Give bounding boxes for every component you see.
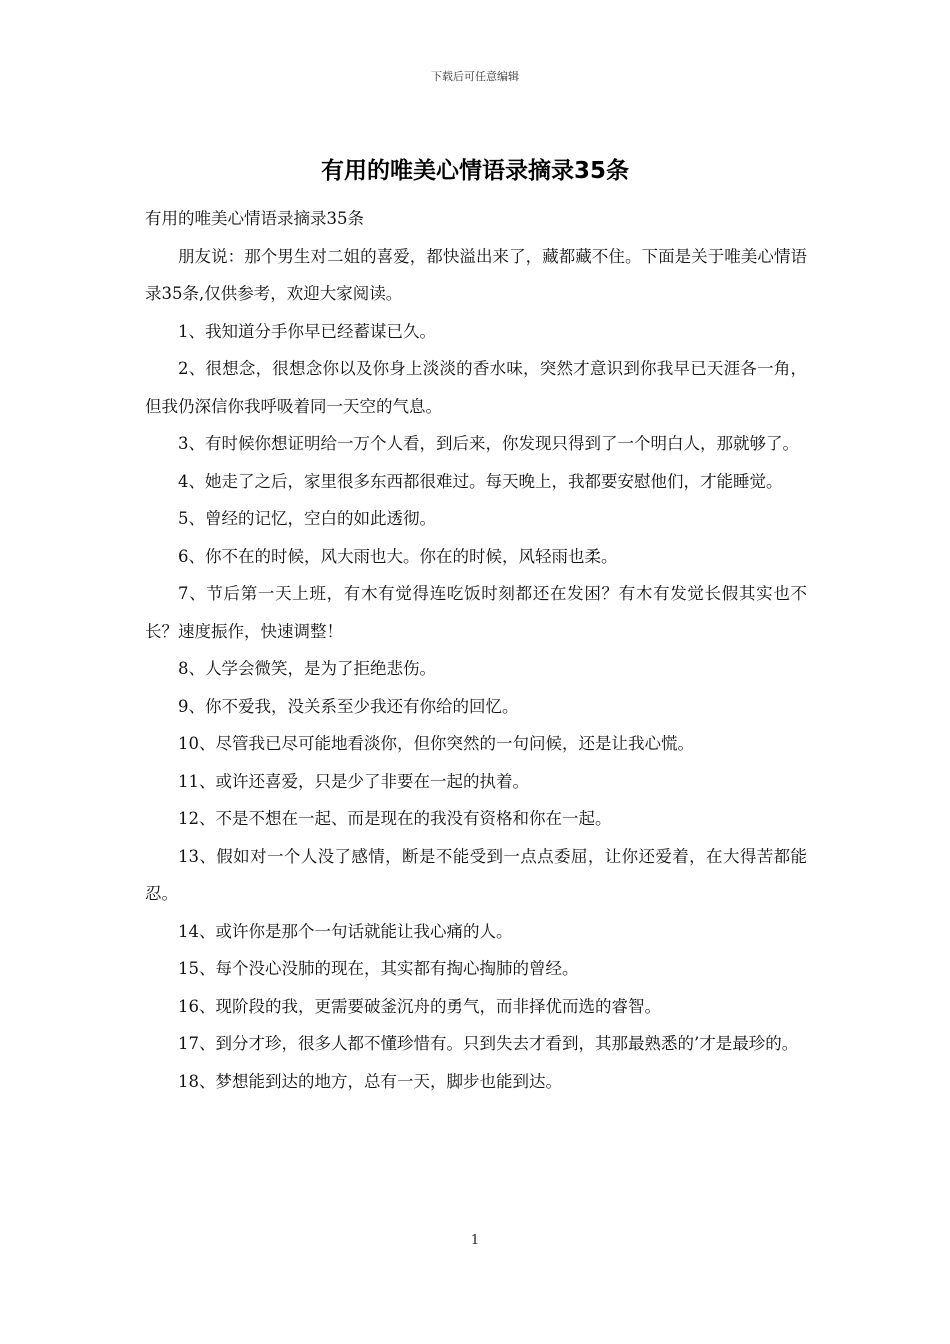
list-item: 1、我知道分手你早已经蓄谋已久。 <box>178 321 436 341</box>
list-item: 8、人学会微笑，是为了拒绝悲伤。 <box>178 659 436 678</box>
document-title: 有用的唯美心情语录摘录35条 <box>320 158 629 184</box>
list-item: 5、曾经的记忆，空白的如此透彻。 <box>178 509 436 528</box>
page-number: 1 <box>470 1233 480 1248</box>
document-body <box>145 200 807 1100</box>
list-item: 4、她走了之后，家里很多东西都很难过。每天晚上，我都要安慰他们，才能睡觉。 <box>178 471 783 491</box>
list-item: 11、或许还喜爱，只是少了非要在一起的执着。 <box>178 771 529 791</box>
list-item: 2、很想念，很想念你以及你身上淡淡的香水味，突然才意识到你我早已天涯各一角，但我仍深信你我呼吸着同一天空的气息。 <box>145 359 807 416</box>
list-item: 6、你不在的时候，风大雨也大。你在的时候，风轻雨也柔。 <box>178 546 618 566</box>
list-item: 14、或许你是那个一句话就能让我心痛的人。 <box>178 921 513 941</box>
list-item: 10、尽管我已尽可能地看淡你，但你突然的一句问候，还是让我心慌。 <box>178 734 694 753</box>
list-item: 7、节后第一天上班，有木有觉得连吃饭时刻都还在发困？有木有发觉长假其实也不长？速度振作，快速调整！ <box>145 584 807 641</box>
list-item: 16、现阶段的我，更需要破釜沉舟的勇气，而非择优而选的睿智。 <box>178 996 661 1016</box>
list-item: 3、有时候你想证明给一万个人看，到后来，你发现只得到了一个明白人，那就够了。 <box>178 434 799 453</box>
list-item: 18、梦想能到达的地方，总有一天，脚步也能到达。 <box>178 1071 562 1091</box>
header-note: 下载后可任意编辑 <box>431 70 519 83</box>
list-item: 9、你不爱我，没关系至少我还有你给的回忆。 <box>178 696 519 716</box>
list-item: 13、假如对一个人没了感情，断是不能受到一点点委屈，让你还爱着，在大得苦都能忍。 <box>145 846 807 903</box>
intro-paragraph: 朋友说：那个男生对二姐的喜爱，都快溢出来了，藏都藏不住。下面是关于唯美心情语录35条,仅供参考，欢迎大家阅读。 <box>145 246 807 303</box>
list-item: 17、到分才珍，很多人都不懂珍惜有。只到失去才看到，其那最熟悉的’才是最珍的。 <box>178 1034 799 1053</box>
list-item: 15、每个没心没肺的现在，其实都有掏心掏肺的曾经。 <box>178 959 579 978</box>
list-item: 12、不是不想在一起、而是现在的我没有资格和你在一起。 <box>178 809 612 828</box>
subtitle-line: 有用的唯美心情语录摘录35条 <box>145 209 364 228</box>
